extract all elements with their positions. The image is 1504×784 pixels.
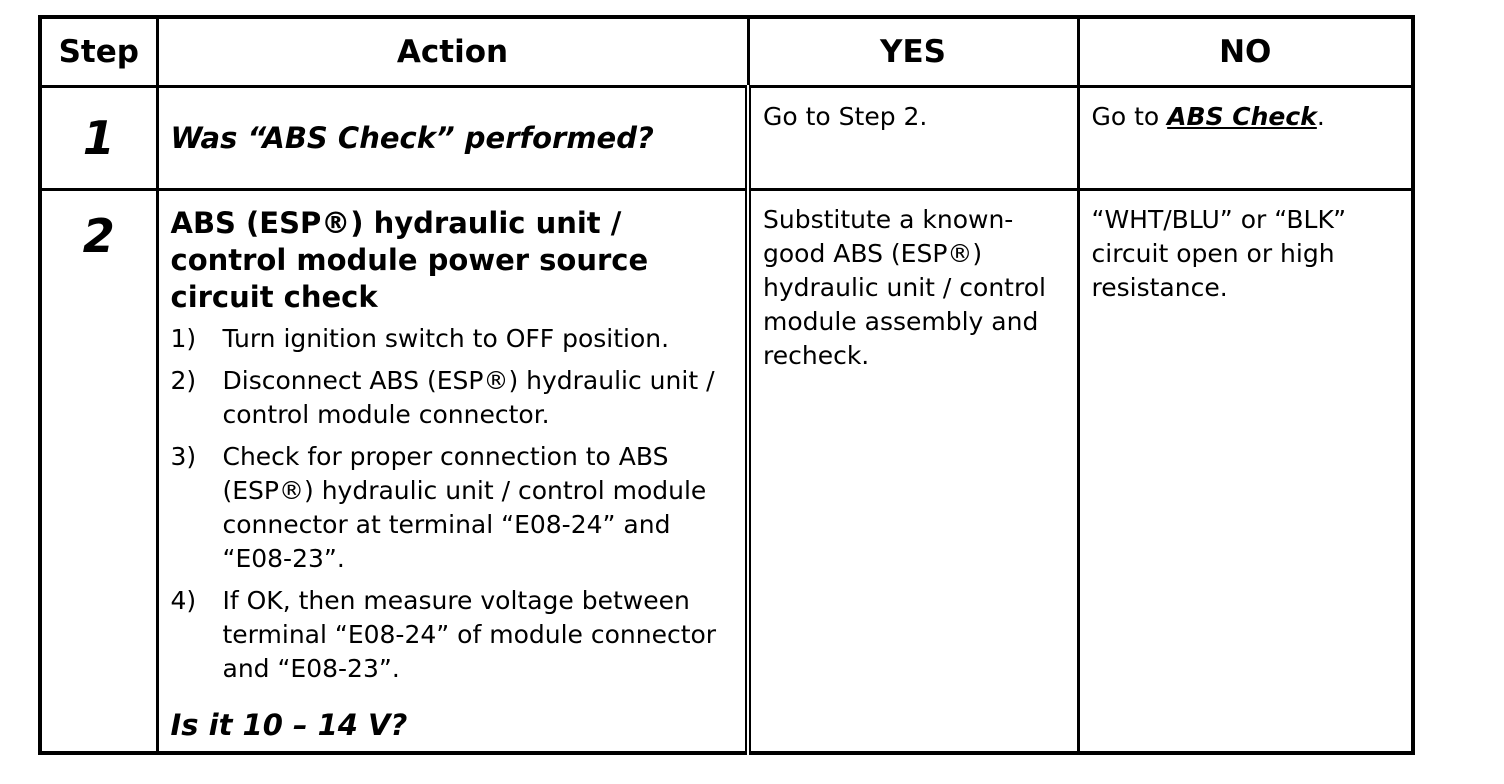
substep-text: Check for proper connection to ABS (ESP®) hydraulic unit / control module connector at terminal “E08-24” and “E08-23”. bbox=[222, 442, 707, 573]
action-cell bbox=[157, 190, 748, 754]
no-result bbox=[1078, 87, 1413, 190]
substep-text: Disconnect ABS (ESP®) hydraulic unit / control module connector. bbox=[222, 366, 715, 429]
yes-result: Go to Step 2. bbox=[748, 87, 1078, 190]
substep-number: 3) bbox=[170, 442, 197, 471]
no-result-prefix: Go to bbox=[1091, 102, 1168, 131]
header-yes: YES bbox=[748, 17, 1078, 87]
no-result: “WHT/BLU” or “BLK” circuit open or high resistance. bbox=[1078, 190, 1413, 754]
diagnostic-table bbox=[38, 15, 1415, 755]
header-step: Step bbox=[40, 17, 157, 87]
table-row-step-1 bbox=[40, 87, 1413, 190]
action-title: ABS (ESP®) hydraulic unit / control module power source circuit check bbox=[170, 206, 649, 314]
substep-number: 1) bbox=[170, 324, 197, 353]
substep-number: 2) bbox=[170, 366, 197, 395]
header-no: NO bbox=[1078, 17, 1413, 87]
table-row-step-2 bbox=[40, 190, 1413, 754]
step-number: 1 bbox=[40, 87, 157, 190]
step-number: 2 bbox=[40, 190, 157, 754]
substep-item bbox=[171, 322, 736, 356]
action-question: Is it 10 – 14 V? bbox=[170, 708, 408, 742]
substep-number: 4) bbox=[170, 586, 197, 615]
substep-item bbox=[171, 584, 736, 686]
substep-item bbox=[171, 440, 736, 576]
action-question: Was “ABS Check” performed? bbox=[157, 87, 748, 190]
header-action: Action bbox=[157, 17, 748, 87]
header-row bbox=[40, 17, 1413, 87]
substep-text: Turn ignition switch to OFF position. bbox=[222, 324, 670, 353]
substep-text: If OK, then measure voltage between terminal “E08-24” of module connector and “E08-23”. bbox=[222, 586, 717, 683]
abs-check-link[interactable]: ABS Check bbox=[1167, 102, 1317, 131]
no-result-suffix: . bbox=[1316, 102, 1325, 131]
substep-list bbox=[171, 322, 736, 686]
yes-result: Substitute a known-good ABS (ESP®) hydraulic unit / control module assembly and recheck. bbox=[748, 190, 1078, 754]
substep-item bbox=[171, 364, 736, 432]
